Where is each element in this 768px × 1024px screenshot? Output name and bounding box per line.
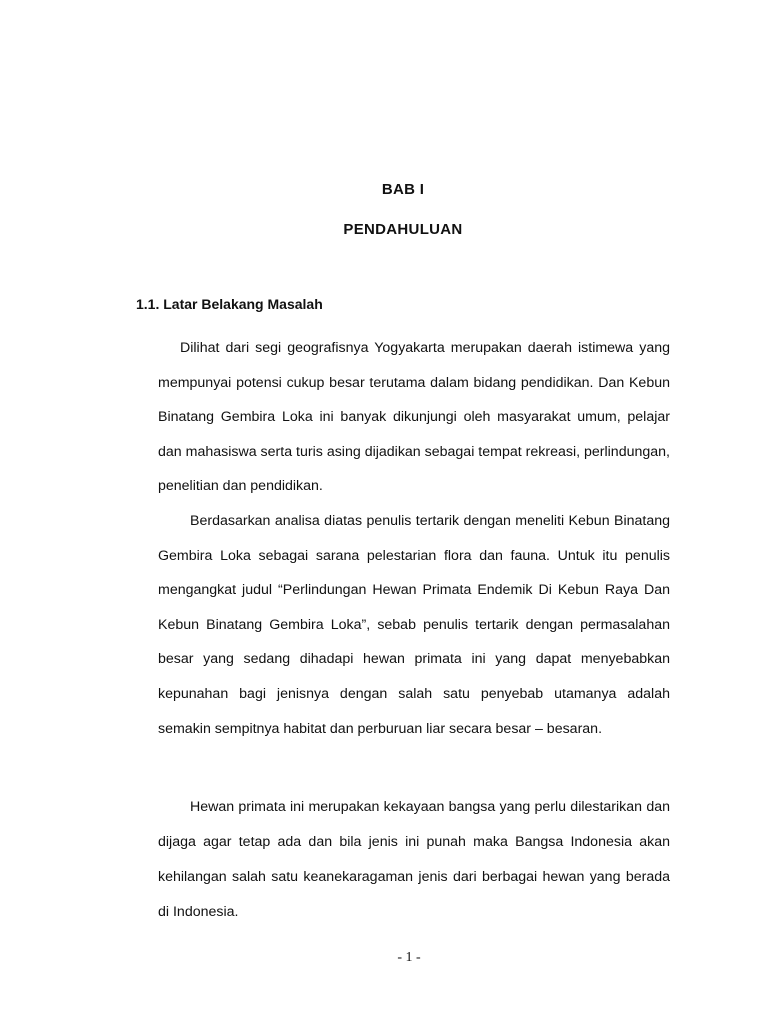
- page-number: - 1 -: [397, 950, 421, 965]
- chapter-title: PENDAHULUAN: [343, 221, 463, 238]
- paragraph-1: Dilihat dari segi geografisnya Yogyakarta merupakan daerah istimewa yang mempunyai potensi cukup besar terutama dalam bidang pendidikan. Dan Kebun Binatang Gembira Loka ini banyak dikunjungi oleh masyarakat umum, pelajar dan mahasiswa serta turis asing dijadikan sebagai tempat rekreasi, perlindungan, penelitian dan pendidikan.: [158, 340, 670, 495]
- paragraph-3: Hewan primata ini merupakan kekayaan bangsa yang perlu dilestarikan dan dijaga agar tetap ada dan bila jenis ini punah maka Bangsa Indonesia akan kehilangan salah satu keanekaragaman jenis dari berbagai hewan yang berada di Indonesia.: [158, 799, 670, 920]
- paragraph-2: Berdasarkan analisa diatas penulis tertarik dengan meneliti Kebun Binatang Gembira Loka sebagai sarana pelestarian flora dan fauna. Untuk itu penulis mengangkat judul “Perlindungan Hewan Primata Endemik Di Kebun Raya Dan Kebun Binatang Gembira Loka”, sebab penulis tertarik dengan permasalahan besar yang sedang dihadapi hewan primata ini yang dapat menyebabkan kepunahan bagi jenisnya dengan salah satu penyebab utamanya adalah semakin sempitnya habitat dan perburuan liar secara besar – besaran.: [158, 513, 670, 737]
- section-heading: 1.1. Latar Belakang Masalah: [136, 296, 323, 312]
- chapter-number: BAB I: [381, 181, 425, 198]
